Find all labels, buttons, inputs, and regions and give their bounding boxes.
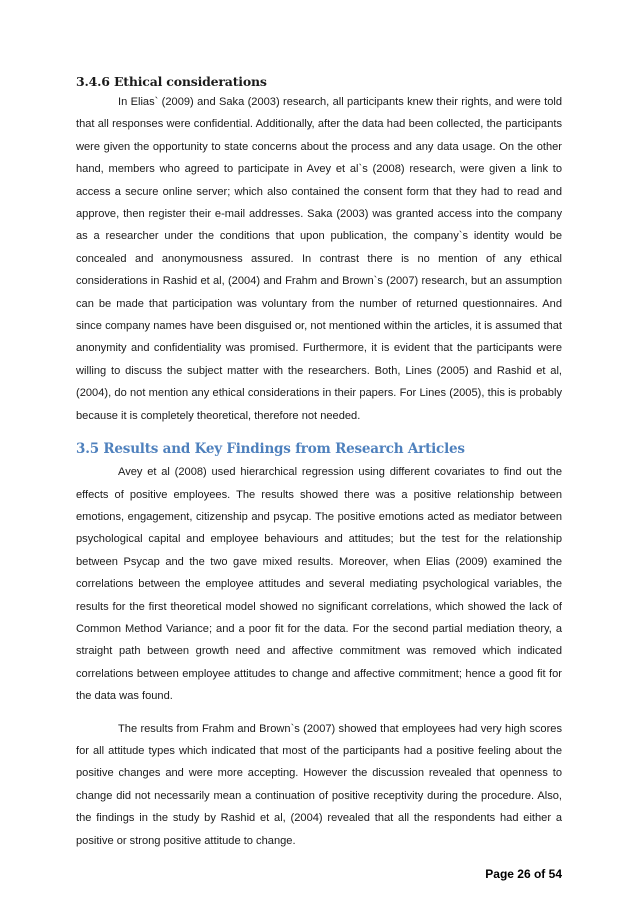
section-heading-ethical-considerations: 3.4.6 Ethical considerations <box>76 74 267 89</box>
section-heading-results-key-findings: 3.5 Results and Key Findings from Research Articles <box>76 441 465 458</box>
page-number: Page 26 of 54 <box>485 867 562 881</box>
paragraph-results-1: Avey et al (2008) used hierarchical regression using different covariates to find out the effects of positive employees. The results showed there was a positive relationship between emotions, engagement, citizenship and psycap. The positive emotions acted as mediator between psychological capital and employee behaviours and attitudes; but the test for the relationship between Psycap and the two gave mixed results. Moreover, when Elias (2009) examined the correlations between the employee attitudes and several mediating psychological variables, the results for the first theoretical model showed no significant correlations, which showed the lack of Common Method Variance; and a poor fit for the data. For the second partial mediation theory, a straight path between growth need and affective commitment was removed which indicated correlations between employee attitudes to change and affective commitment; hence a good fit for the data was found. <box>76 466 562 703</box>
paragraph-ethical-considerations: In Elias` (2009) and Saka (2003) research, all participants knew their rights, and were told that all responses were confidential. Additionally, after the data had been collected, the participants were given the opportunity to state concerns about the process and any data usage. On the other hand, members who agreed to participate in Avey et al`s (2008) research, were given a link to access a secure online server; which also contained the consent form that they had to read and approve, then register their e-mail addresses. Saka (2003) was granted access into the company as a researcher under the conditions that upon publication, the company`s identity would be concealed and anonymousness assured. In contrast there is no mention of any ethical considerations in Rashid et al, (2004) and Frahm and Brown`s (2007) research, but an assumption can be made that participation was voluntary from the number of returned questionnaires. And since company names have been disguised or, not mentioned within the articles, it is assumed that anonymity and confidentiality was promised. Furthermore, it is evident that the participants were willing to discuss the subject matter with the researchers. Both, Lines (2005) and Rashid et al, (2004), do not mention any ethical considerations in their papers. For Lines (2005), this is probably because it is completely theoretical, therefore not needed. <box>76 96 562 422</box>
paragraph-results-2: The results from Frahm and Brown`s (2007) showed that employees had very high scores for all attitude types which indicated that most of the participants had a positive feeling about the positive changes and were more accepting. However the discussion revealed that openness to change did not necessarily mean a continuation of positive receptivity during the procedure. Also, the findings in the study by Rashid et al, (2004) revealed that all the respondents had either a positive or strong positive attitude to change. <box>76 722 562 847</box>
document-page <box>76 74 562 852</box>
